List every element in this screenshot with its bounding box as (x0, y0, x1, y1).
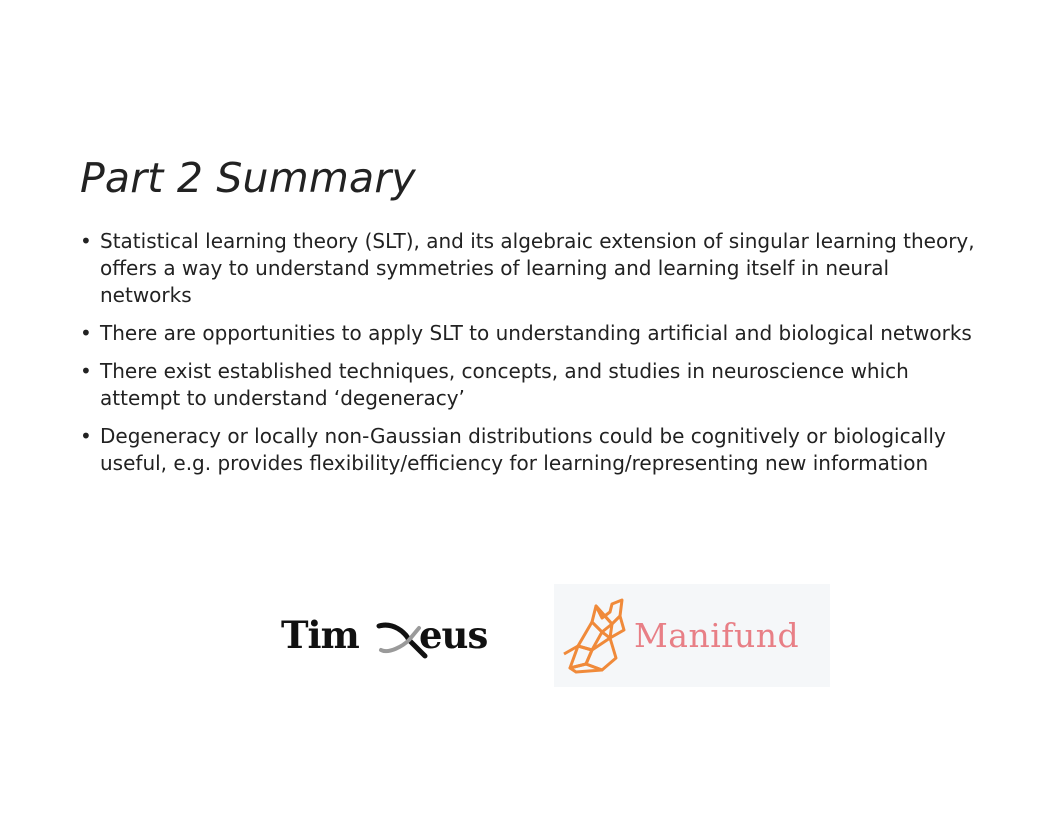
bullet-marker: • (80, 424, 92, 448)
bullet-text: There are opportunities to apply SLT to understanding artificial and biological networks (100, 321, 972, 345)
bullet-text: Statistical learning theory (SLT), and its algebraic extension of singular learning theory, offers a way to understand symmetries of learning and learning itself in neural networks (100, 229, 975, 307)
bullet-marker: • (80, 321, 92, 345)
manifund-logo (554, 584, 830, 687)
bullet-item (80, 228, 980, 309)
svg-text:Tim: Tim (281, 613, 359, 657)
svg-text:eus: eus (419, 613, 488, 657)
bullet-list (80, 228, 980, 488)
bullet-item (80, 320, 980, 347)
bullet-item (80, 423, 980, 477)
fox-icon (562, 598, 632, 674)
timaeus-logo-icon (281, 610, 496, 660)
bullet-marker: • (80, 229, 92, 253)
slide-title: Part 2 Summary (80, 154, 416, 202)
timaeus-logo (281, 610, 496, 660)
bullet-text: There exist established techniques, concepts, and studies in neuroscience which attempt to understand ‘degeneracy’ (100, 359, 909, 410)
manifund-wordmark: Manifund (634, 616, 800, 655)
bullet-item (80, 358, 980, 412)
bullet-marker: • (80, 359, 92, 383)
bullet-text: Degeneracy or locally non-Gaussian distributions could be cognitively or biologically useful, e.g. provides flexibility/efficiency for learning/representing new information (100, 424, 946, 475)
